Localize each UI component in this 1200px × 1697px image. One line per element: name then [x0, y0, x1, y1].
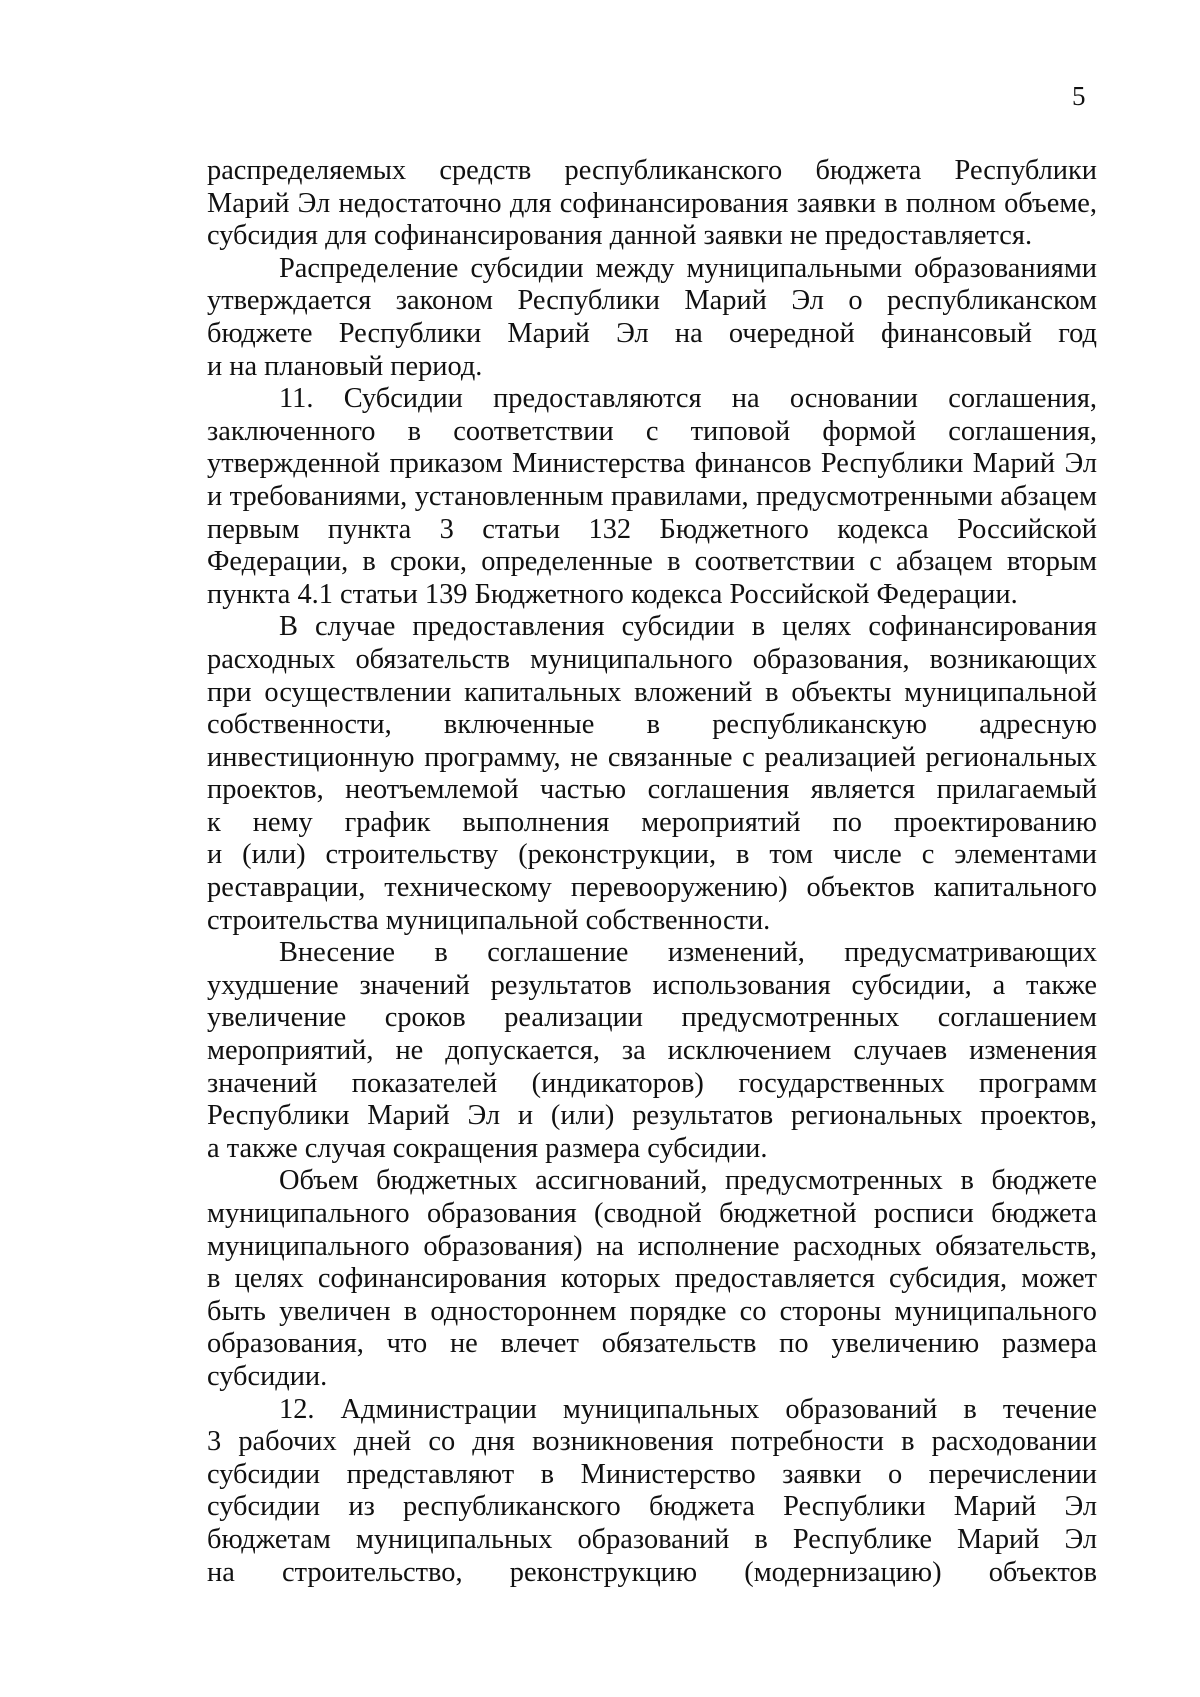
text-line: муниципального образования (сводной бюджетной росписи бюджета	[207, 1198, 1097, 1229]
text-line: Федерации, в сроки, определенные в соответствии с абзацем вторым	[207, 546, 1097, 578]
text-line: расходных обязательств муниципального образования, возникающих	[207, 643, 1097, 675]
text-line: и требованиями, установленным правилами, предусмотренными абзацем	[207, 480, 1097, 512]
paragraph	[207, 253, 1097, 383]
text-line: бюджетам муниципальных образований в Республике Марий Эл	[207, 1523, 1097, 1555]
text-line: образования, что не влечет обязательств по увеличению размера	[207, 1328, 1097, 1360]
document-body	[207, 155, 1097, 1589]
text-line: строительства муниципальной собственности.	[207, 904, 771, 936]
paragraph	[207, 155, 1097, 253]
text-line: ухудшение значений результатов использования субсидии, а также	[207, 969, 1097, 1001]
text-line: субсидии представляют в Министерство заявки о перечислении	[207, 1458, 1097, 1490]
text-line: субсидия для софинансирования данной заявки не предоставляется.	[207, 220, 1033, 252]
text-line: проектов, неотъемлемой частью соглашения является прилагаемый	[207, 774, 1097, 806]
page-number: 5	[1072, 81, 1086, 111]
text-line: инвестиционную программу, не связанные с реализацией региональных	[207, 741, 1097, 773]
text-line: В случае предоставления субсидии в целях софинансирования	[279, 611, 1097, 643]
text-line: 3 рабочих дней со дня возникновения потребности в расходовании	[207, 1426, 1097, 1458]
text-line: муниципального образования) на исполнение расходных обязательств,	[207, 1230, 1097, 1262]
text-line: Распределение субсидии между муниципальными образованиями	[279, 252, 1097, 284]
paragraph	[207, 937, 1097, 1165]
text-line: Марий Эл недостаточно для софинансирования заявки в полном объеме,	[207, 187, 1097, 219]
text-line: значений показателей (индикаторов) государственных программ	[207, 1067, 1097, 1099]
text-line: увеличение сроков реализации предусмотренных соглашением	[207, 1002, 1097, 1034]
text-line: 11. Субсидии предоставляются на основании соглашения,	[279, 383, 1097, 415]
text-line: собственности, включенные в республиканскую адресную	[207, 709, 1097, 741]
paragraph	[207, 1165, 1097, 1393]
text-line: субсидии.	[207, 1360, 328, 1392]
text-line: распределяемых средств республиканского бюджета Республики	[207, 155, 1097, 186]
text-line: к нему график выполнения мероприятий по проектированию	[207, 806, 1097, 838]
text-line: заключенного в соответствии с типовой формой соглашения,	[207, 415, 1097, 447]
text-line: и (или) строительству (реконструкции, в том числе с элементами	[207, 839, 1097, 871]
text-line: реставрации, техническому перевооружению) объектов капитального	[207, 872, 1097, 904]
text-line: 12. Администрации муниципальных образований в течение	[279, 1393, 1097, 1425]
text-line: Республики Марий Эл и (или) результатов региональных проектов,	[207, 1100, 1097, 1132]
text-line: Внесение в соглашение изменений, предусматривающих	[279, 937, 1097, 969]
text-line: быть увеличен в одностороннем порядке со стороны муниципального	[207, 1295, 1097, 1327]
paragraph	[207, 611, 1097, 937]
text-line: бюджете Республики Марий Эл на очередной финансовый год	[207, 317, 1097, 349]
text-line: при осуществлении капитальных вложений в объекты муниципальной	[207, 676, 1097, 708]
text-line: мероприятий, не допускается, за исключением случаев изменения	[207, 1035, 1097, 1067]
text-line: в целях софинансирования которых предоставляется субсидия, может	[207, 1263, 1097, 1295]
text-line: и на плановый период.	[207, 350, 483, 382]
text-line: а также случая сокращения размера субсидии.	[207, 1132, 768, 1164]
text-line: на строительство, реконструкцию (модернизацию) объектов	[207, 1556, 1097, 1588]
text-line: Объем бюджетных ассигнований, предусмотренных в бюджете	[279, 1165, 1097, 1197]
paragraph	[207, 1394, 1097, 1590]
text-line: субсидии из республиканского бюджета Республики Марий Эл	[207, 1491, 1097, 1523]
text-line: пункта 4.1 статьи 139 Бюджетного кодекса Российской Федерации.	[207, 578, 1018, 610]
paragraph	[207, 383, 1097, 611]
text-line: утвержденной приказом Министерства финансов Республики Марий Эл	[207, 448, 1097, 480]
text-line: утверждается законом Республики Марий Эл о республиканском	[207, 285, 1097, 317]
text-line: первым пункта 3 статьи 132 Бюджетного кодекса Российской	[207, 513, 1097, 545]
